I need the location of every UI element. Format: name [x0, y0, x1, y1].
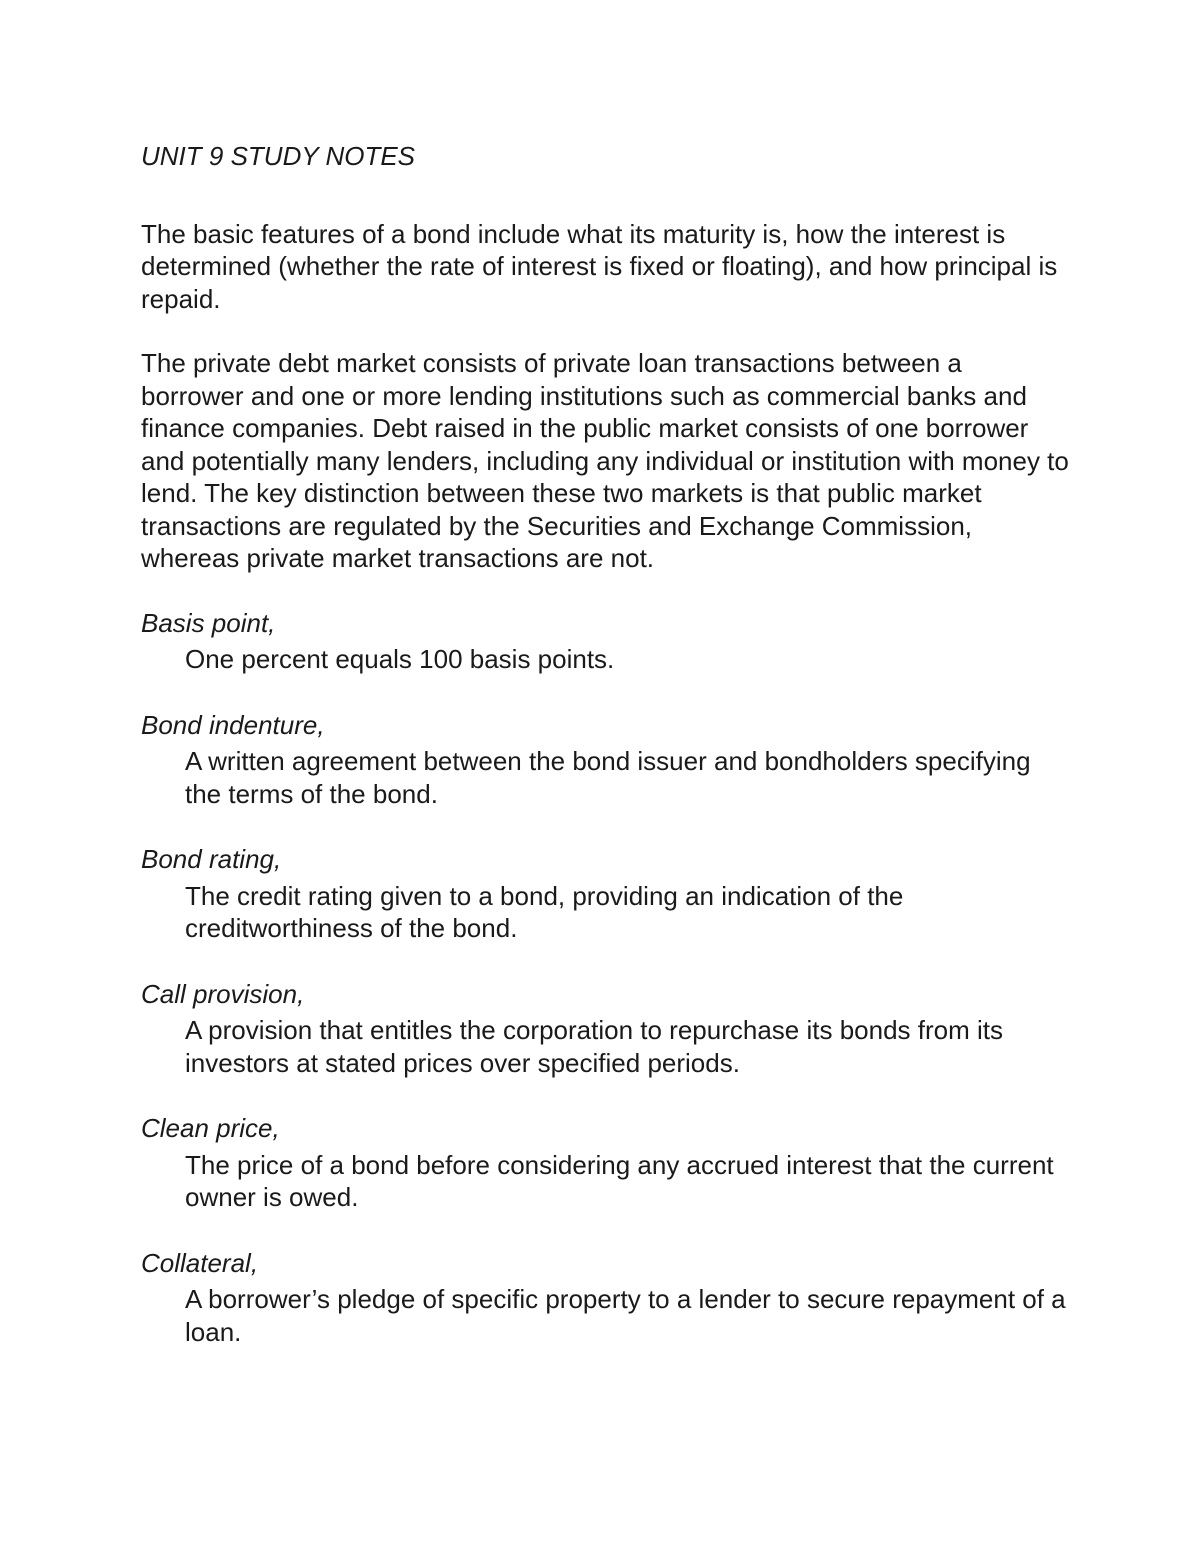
- glossary-entry: [141, 843, 1071, 945]
- glossary-definition: A borrower’s pledge of specific property to a lender to secure repayment of a loan.: [185, 1284, 1066, 1347]
- paragraph-bond-features: The basic features of a bond include what its maturity is, how the interest is determined (whether the rate of interest is fixed or floating), and how principal is repaid.: [141, 218, 1058, 314]
- glossary-term: Bond indenture,: [141, 709, 325, 740]
- glossary-entry: [141, 607, 1071, 676]
- glossary-term: Call provision,: [141, 978, 305, 1009]
- glossary-entry: [141, 709, 1071, 811]
- glossary-definition: The price of a bond before considering any accrued interest that the current owner is owed.: [185, 1149, 1054, 1212]
- glossary: [141, 607, 1071, 1349]
- glossary-entry: [141, 1112, 1071, 1214]
- glossary-term: Collateral,: [141, 1247, 259, 1278]
- document-title: UNIT 9 STUDY NOTES: [141, 141, 416, 171]
- glossary-definition: The credit rating given to a bond, providing an indication of the creditworthiness of the bond.: [185, 880, 904, 943]
- document-body: [141, 140, 1071, 1381]
- glossary-entry: [141, 1247, 1071, 1349]
- glossary-definition: A provision that entitles the corporation to repurchase its bonds from its investors at stated prices over specified periods.: [185, 1015, 1003, 1078]
- paragraph-debt-markets: The private debt market consists of private loan transactions between a borrower and one or more lending institutions such as commercial banks and finance companies. Debt raised in the public market consists of one borrower and potentially many lenders, including any individual or institution with money to lend. The key distinction between these two markets is that public market transactions are regulated by the Securities and Exchange Commission, whereas private market transactions are not.: [141, 348, 1069, 573]
- glossary-definition: One percent equals 100 basis points.: [185, 644, 615, 674]
- glossary-term: Basis point,: [141, 607, 276, 638]
- glossary-term: Clean price,: [141, 1113, 280, 1143]
- glossary-entry: [141, 978, 1071, 1080]
- glossary-term: Bond rating,: [141, 844, 282, 874]
- glossary-definition: A written agreement between the bond issuer and bondholders specifying the terms of the bond.: [185, 746, 1031, 809]
